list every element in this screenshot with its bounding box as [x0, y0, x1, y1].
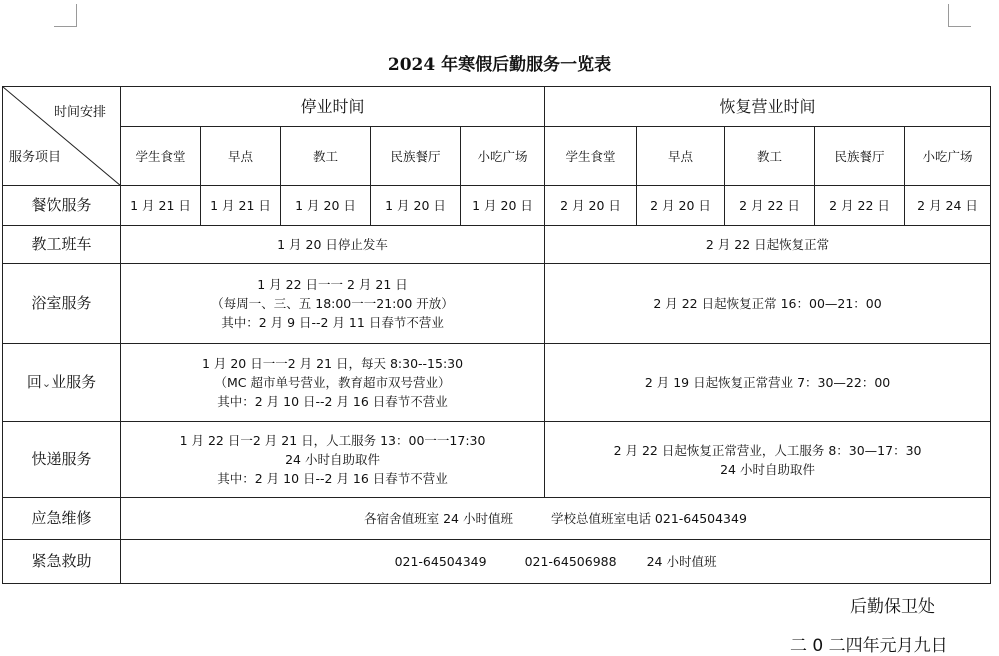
- service-name-prefix: 回: [26, 372, 42, 391]
- header-row-venues: [3, 127, 991, 186]
- open-info-line: 2 月 22 日起恢复正常营业，人工服务 8：30—17：30: [613, 442, 922, 458]
- venue-header: 早点: [201, 127, 281, 186]
- venue-header: 教工: [281, 127, 371, 186]
- open-date-cell: 2 月 22 日: [725, 186, 815, 226]
- row-commerce: [3, 344, 991, 422]
- school-duty-phone: 学校总值班室电话 021-64504349: [550, 511, 747, 526]
- row-bath: [3, 264, 991, 344]
- closed-info-cell: [121, 422, 545, 498]
- header-corner-cell: [3, 87, 121, 186]
- rescue-duty-note: 24 小时值班: [646, 554, 717, 569]
- service-name-suffix: 业服务: [51, 372, 97, 391]
- row-repair: [3, 498, 991, 540]
- header-reopen-period: 恢复营业时间: [545, 87, 991, 127]
- repair-info-cell: [121, 498, 991, 540]
- closed-info-cell: 1 月 20 日停止发车: [121, 226, 545, 264]
- rescue-info-cell: [121, 540, 991, 584]
- venue-header: 学生食堂: [121, 127, 201, 186]
- closed-date-cell: 1 月 21 日: [201, 186, 281, 226]
- open-info-cell: 2 月 22 日起恢复正常 16：00—21：00: [545, 264, 991, 344]
- page-corner-mark-right: [948, 4, 971, 27]
- venue-header: 小吃广场: [905, 127, 991, 186]
- header-row-groups: [3, 87, 991, 127]
- closed-info-line: 其中：2 月 9 日--2 月 11 日春节不营业: [221, 315, 444, 330]
- closed-date-cell: 1 月 20 日: [461, 186, 545, 226]
- document-title: 2024 年寒假后勤服务一览表: [387, 55, 612, 75]
- open-date-cell: 2 月 20 日: [545, 186, 637, 226]
- venue-header: 民族餐厅: [371, 127, 461, 186]
- header-service-label: 服务项目: [9, 150, 62, 165]
- venue-header: 学生食堂: [545, 127, 637, 186]
- closed-info-line: 24 小时自助取件: [285, 452, 380, 467]
- service-name: 快递服务: [3, 422, 121, 498]
- service-name: 教工班车: [3, 226, 121, 264]
- service-name: [3, 344, 121, 422]
- diagonal-divider: [3, 87, 121, 186]
- rescue-phone: 021-64506988: [524, 554, 617, 569]
- issue-date: 二 0 二四年元月九日: [790, 636, 948, 656]
- service-schedule-table: [2, 86, 991, 584]
- issuing-department: 后勤保卫处: [850, 597, 935, 617]
- closed-info-line: （每周一、三、五 18:00一一21:00 开放）: [211, 296, 454, 311]
- dorm-duty-text: 各宿舍值班室 24 小时值班: [364, 511, 513, 526]
- closed-date-cell: 1 月 20 日: [281, 186, 371, 226]
- open-info-cell: [545, 422, 991, 498]
- closed-info-line: （MC 超市单号营业，教育超市双号营业）: [214, 375, 451, 390]
- venue-header: 小吃广场: [461, 127, 545, 186]
- header-closed-period: 停业时间: [121, 87, 545, 127]
- closed-info-cell: [121, 264, 545, 344]
- open-info-cell: 2 月 22 日起恢复正常: [545, 226, 991, 264]
- open-date-cell: 2 月 24 日: [905, 186, 991, 226]
- rescue-phone: 021-64504349: [394, 554, 487, 569]
- service-name: 应急维修: [3, 498, 121, 540]
- closed-info-cell: [121, 344, 545, 422]
- closed-date-cell: 1 月 20 日: [371, 186, 461, 226]
- service-name: 紧急救助: [3, 540, 121, 584]
- closed-info-line: 其中：2 月 10 日--2 月 16 日春节不营业: [217, 471, 448, 486]
- venue-header: 早点: [637, 127, 725, 186]
- closed-info-line: 1 月 20 日一一2 月 21 日，每天 8:30--15:30: [201, 356, 464, 371]
- row-express: [3, 422, 991, 498]
- closed-info-line: 其中：2 月 10 日--2 月 16 日春节不营业: [217, 394, 448, 409]
- row-shuttle: [3, 226, 991, 264]
- header-time-label: 时间安排: [53, 105, 106, 120]
- service-name: 浴室服务: [3, 264, 121, 344]
- venue-header: 教工: [725, 127, 815, 186]
- open-date-cell: 2 月 22 日: [815, 186, 905, 226]
- open-info-cell: 2 月 19 日起恢复正常营业 7：30—22：00: [545, 344, 991, 422]
- closed-info-line: 1 月 22 日一一 2 月 21 日: [257, 277, 408, 292]
- row-catering: [3, 186, 991, 226]
- closed-info-line: 1 月 22 日一2 月 21 日，人工服务 13：00一一17:30: [179, 433, 486, 448]
- open-info-line: 24 小时自助取件: [720, 461, 815, 477]
- venue-header: 民族餐厅: [815, 127, 905, 186]
- open-date-cell: 2 月 20 日: [637, 186, 725, 226]
- page-corner-mark-left: [54, 4, 77, 27]
- row-rescue: [3, 540, 991, 584]
- service-name: 餐饮服务: [3, 186, 121, 226]
- service-name-glitch: ⌄: [41, 376, 52, 390]
- closed-date-cell: 1 月 21 日: [121, 186, 201, 226]
